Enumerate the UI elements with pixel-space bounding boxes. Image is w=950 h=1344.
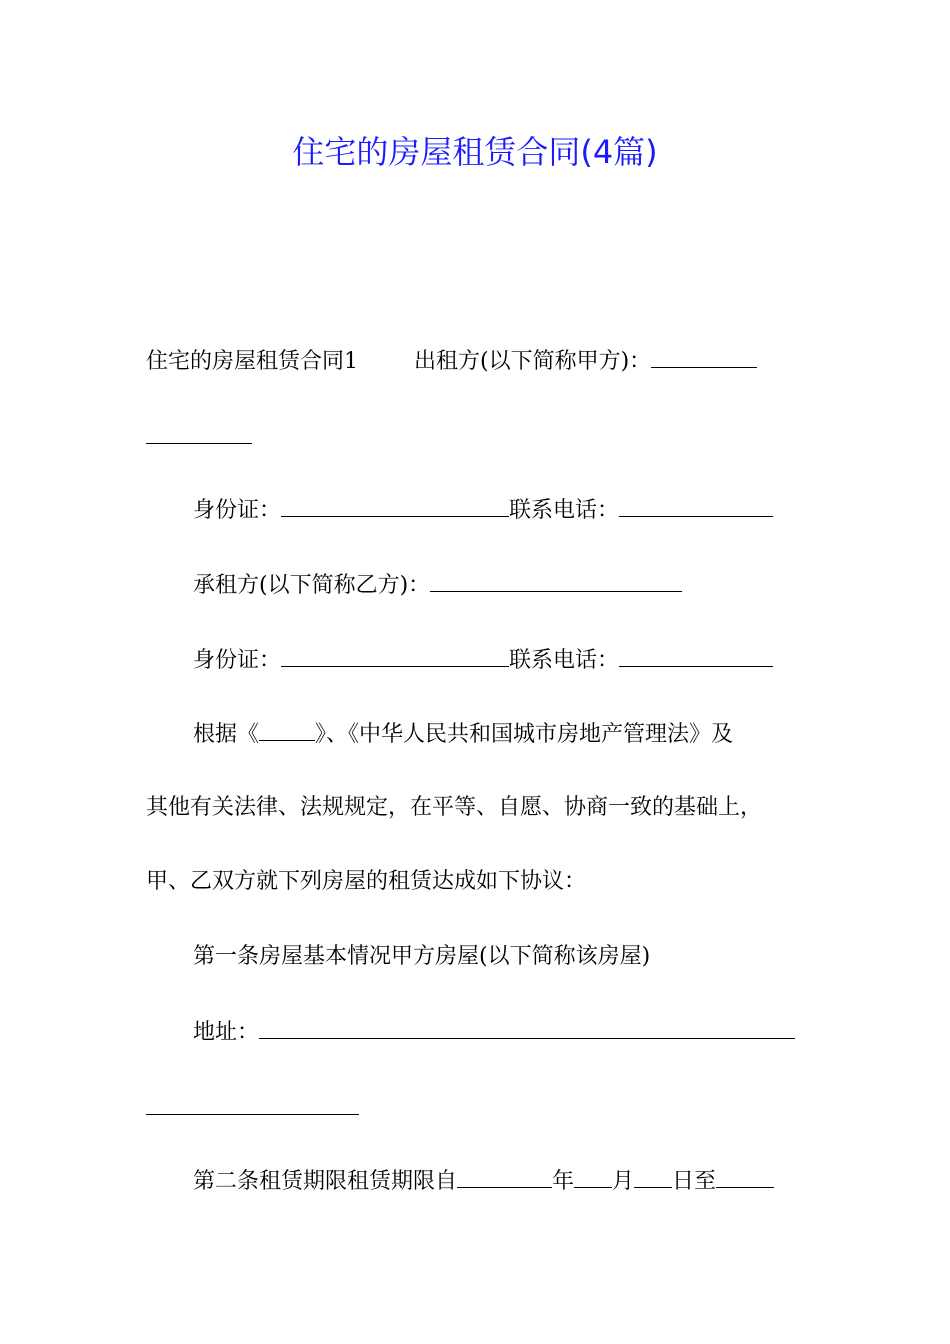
lessor-id-line xyxy=(193,494,773,526)
lessor-label: 出租方(以下简称甲方)： xyxy=(414,349,652,374)
lessee-line xyxy=(193,569,682,601)
start-month-blank xyxy=(574,1165,612,1188)
address-label: 地址： xyxy=(193,1020,260,1045)
contract-number-heading: 住宅的房屋租赁合同1 xyxy=(146,349,358,374)
lessor-id-label: 身份证： xyxy=(193,498,282,523)
lessor-name-blank xyxy=(651,345,757,368)
lessee-id-blank xyxy=(281,644,509,667)
lessor-id-blank xyxy=(281,494,509,517)
lessee-phone-label: 联系电话： xyxy=(509,648,620,673)
basis-paragraph-line2: 其他有关法律、法规规定，在平等、自愿、协商一致的基础上， xyxy=(146,795,763,820)
month-label: 月 xyxy=(612,1169,635,1194)
article2-line xyxy=(193,1165,774,1197)
lessor-phone-label: 联系电话： xyxy=(509,498,620,523)
basis-paragraph-line1 xyxy=(193,718,733,750)
lessee-name-blank xyxy=(430,569,682,592)
article2-text: 第二条租赁期限租赁期限自 xyxy=(193,1169,458,1194)
article1-heading: 第一条房屋基本情况甲方房屋(以下简称该房屋) xyxy=(193,944,651,969)
basis-text-continued: 》、《中华人民共和国城市房地产管理法》及 xyxy=(315,722,734,747)
end-year-blank xyxy=(716,1165,774,1188)
address-line xyxy=(193,1016,795,1048)
start-year-blank xyxy=(457,1165,552,1188)
contract-heading-line xyxy=(146,345,757,377)
lessee-id-line xyxy=(193,644,773,676)
day-to-label: 日至 xyxy=(672,1169,717,1194)
address-blank xyxy=(259,1016,795,1039)
basis-text-start: 根据《 xyxy=(193,722,260,747)
year-label: 年 xyxy=(552,1169,575,1194)
start-day-blank xyxy=(634,1165,672,1188)
lessee-id-label: 身份证： xyxy=(193,648,282,673)
law-name-blank xyxy=(259,718,315,741)
lessor-phone-blank xyxy=(619,494,773,517)
document-title: 住宅的房屋租赁合同(4篇) xyxy=(292,133,658,171)
address-blank-continued xyxy=(146,1114,359,1115)
basis-paragraph-line3: 甲、乙双方就下列房屋的租赁达成如下协议： xyxy=(146,869,587,894)
lessee-phone-blank xyxy=(619,644,773,667)
lessee-label: 承租方(以下简称乙方)： xyxy=(193,573,431,598)
lessor-name-blank-continued xyxy=(146,443,252,444)
